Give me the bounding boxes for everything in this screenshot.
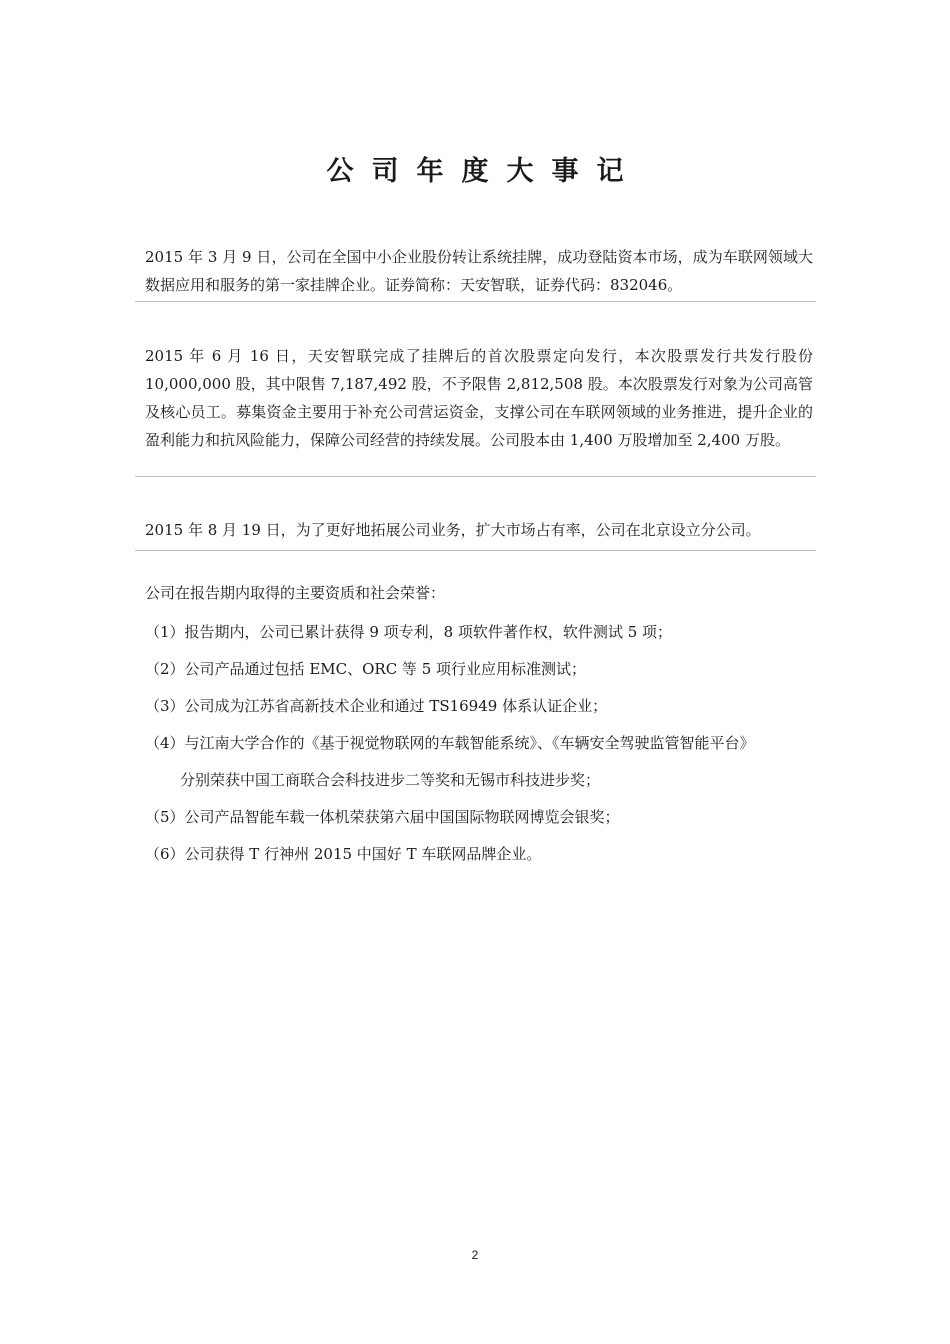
honor-item: （1）报告期内，公司已累计获得 9 项专利，8 项软件著作权，软件测试 5 项；: [145, 623, 673, 641]
honor-item: （2）公司产品通过包括 EMC、ORC 等 5 项行业应用标准测试；: [145, 660, 587, 678]
honor-item: （3）公司成为江苏省高新技术企业和通过 TS16949 体系认证企业；: [145, 697, 608, 715]
page-title: 公司年度大事记: [326, 156, 642, 187]
honor-item: [145, 730, 813, 793]
honor-item-continuation: 分别荣获中国工商联合会科技进步二等奖和无锡市科技进步奖；: [180, 771, 601, 789]
honor-item: （6）公司获得 T 行神州 2015 中国好 T 车联网品牌企业。: [145, 845, 542, 863]
honors-list: [145, 619, 813, 878]
event-2015-08-19: 2015 年 8 月 19 日，为了更好地拓展公司业务，扩大市场占有率，公司在北京设立分公司。: [145, 521, 761, 539]
honor-item-text: （4）与江南大学合作的《基于视觉物联网的车载智能系统》、《车辆安全驾驶监管智能平台》: [145, 734, 755, 752]
divider: [135, 476, 816, 477]
page-number: 2: [471, 1248, 479, 1262]
divider: [135, 301, 816, 302]
event-2015-03-09: 2015 年 3 月 9 日，公司在全国中小企业股份转让系统挂牌，成功登陆资本市场，成为车联网领域大数据应用和服务的第一家挂牌企业。证券简称：天安智联，证券代码：832046。: [145, 248, 813, 294]
honor-item: （5）公司产品智能车载一体机荣获第六届中国国际物联网博览会银奖；: [145, 808, 620, 826]
honors-intro: 公司在报告期内取得的主要资质和社会荣誉：: [145, 584, 446, 602]
event-2015-06-16: 2015 年 6 月 16 日，天安智联完成了挂牌后的首次股票定向发行，本次股票发行共发行股份 10,000,000 股，其中限售 7,187,492 股，不予限售 2,812,508 股。本次股票发行对象为公司高管及核心员工。募集资金主要用于补充公司营运资金，支撑公司在车联网领域的业务推进，提升企业的盈利能力和抗风险能力，保障公司经营的持续发展。公司股本由 1,400 万股增加至 2,400 万股。: [145, 347, 813, 449]
divider: [135, 550, 816, 551]
